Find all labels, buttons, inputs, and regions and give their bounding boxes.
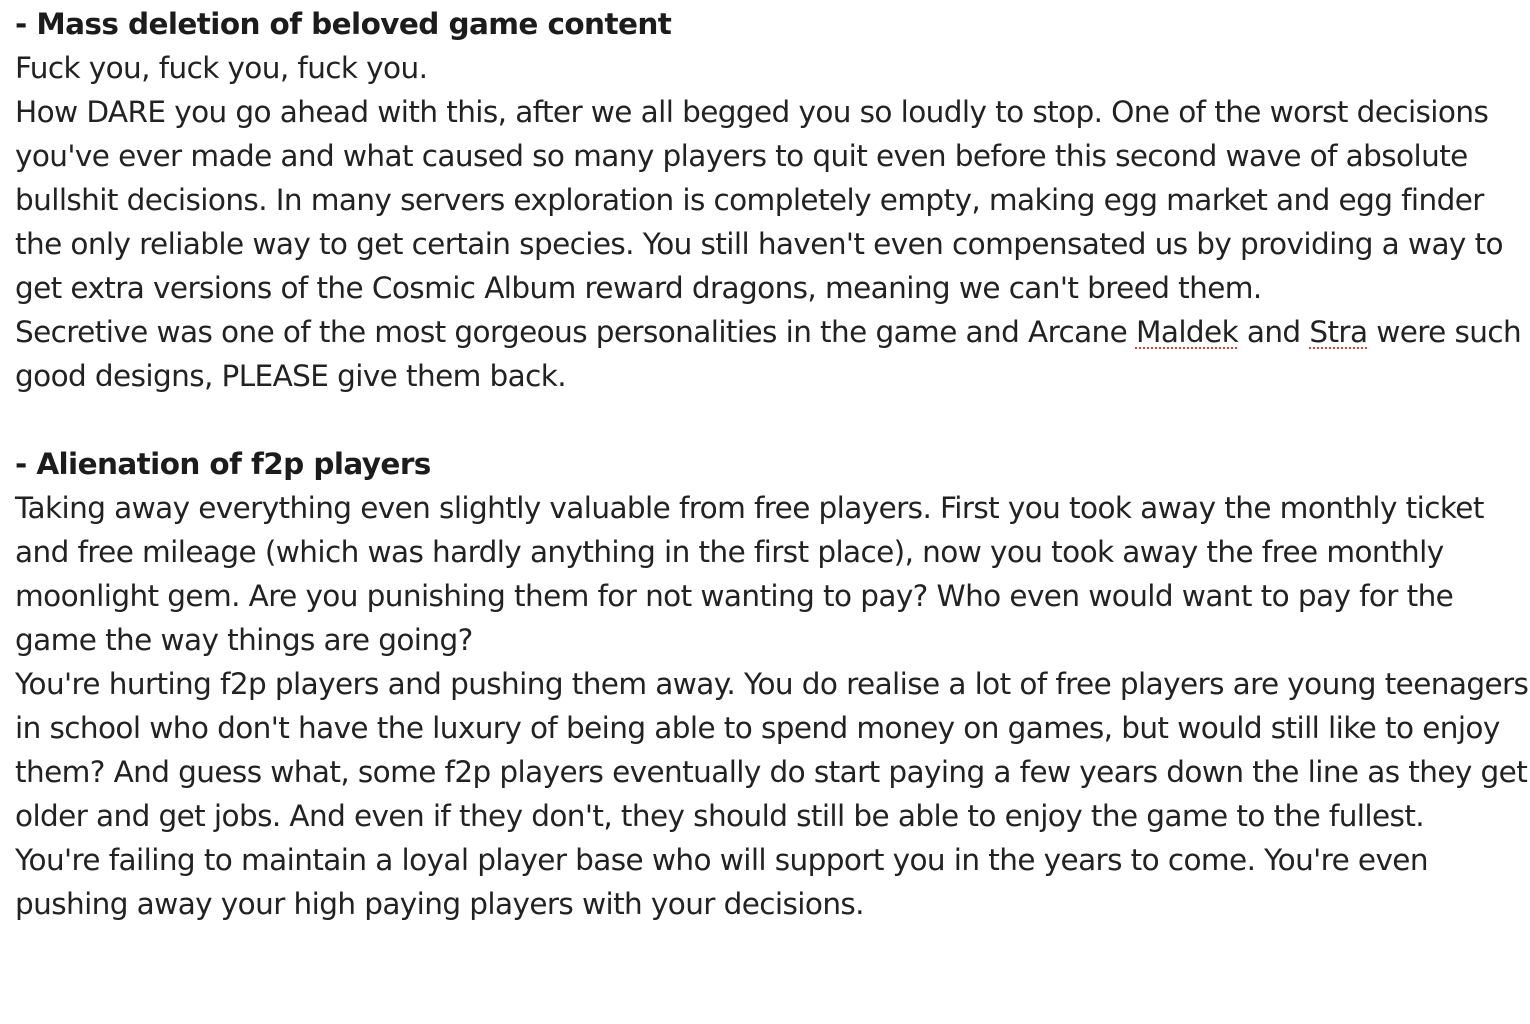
text-run: were such good designs, PLEASE give them back. [15, 315, 1522, 393]
misspelled-word[interactable]: Stra [1309, 315, 1368, 349]
text-run: and [1238, 315, 1310, 349]
paragraph: Taking away everything even slightly valuable from free players. First you took away the monthly ticket and free mileage (which was hardly anything in the first place), now you took away the free monthly moonlight gem. Are you punishing them for not wanting to pay? Who even would want to pay for the game the way things are going? [15, 491, 1484, 657]
paragraph: How DARE you go ahead with this, after we all begged you so loudly to stop. One of the worst decisions you've ever made and what caused so many players to quit even before this second wave of absolute bullshit decisions. In many servers exploration is completely empty, making egg market and egg finder the only reliable way to get certain species. You still haven't even compensated us by providing a way to get extra versions of the Cosmic Album reward dragons, meaning we can't breed them. [15, 95, 1503, 305]
misspelled-word[interactable]: Maldek [1135, 315, 1239, 349]
paragraph-with-spelling-errors [15, 310, 1530, 398]
section-heading-alienation: - Alienation of f2p players [15, 447, 431, 481]
section-heading-mass-deletion: - Mass deletion of beloved game content [15, 7, 672, 41]
blank-line [15, 398, 1530, 442]
paragraph: Fuck you, fuck you, fuck you. [15, 51, 428, 85]
paragraph: You're hurting f2p players and pushing them away. You do realise a lot of free players are young teenagers in school who don't have the luxury of being able to spend money on games, but would still like to enjoy them? And guess what, some f2p players eventually do start paying a few years down the line as they get older and get jobs. And even if they don't, they should still be able to enjoy the game to the fullest. [15, 667, 1529, 833]
text-run: Secretive was one of the most gorgeous personalities in the game and Arcane [15, 315, 1136, 349]
paragraph: You're failing to maintain a loyal player base who will support you in the years to come. You're even pushing away your high paying players with your decisions. [15, 843, 1428, 921]
